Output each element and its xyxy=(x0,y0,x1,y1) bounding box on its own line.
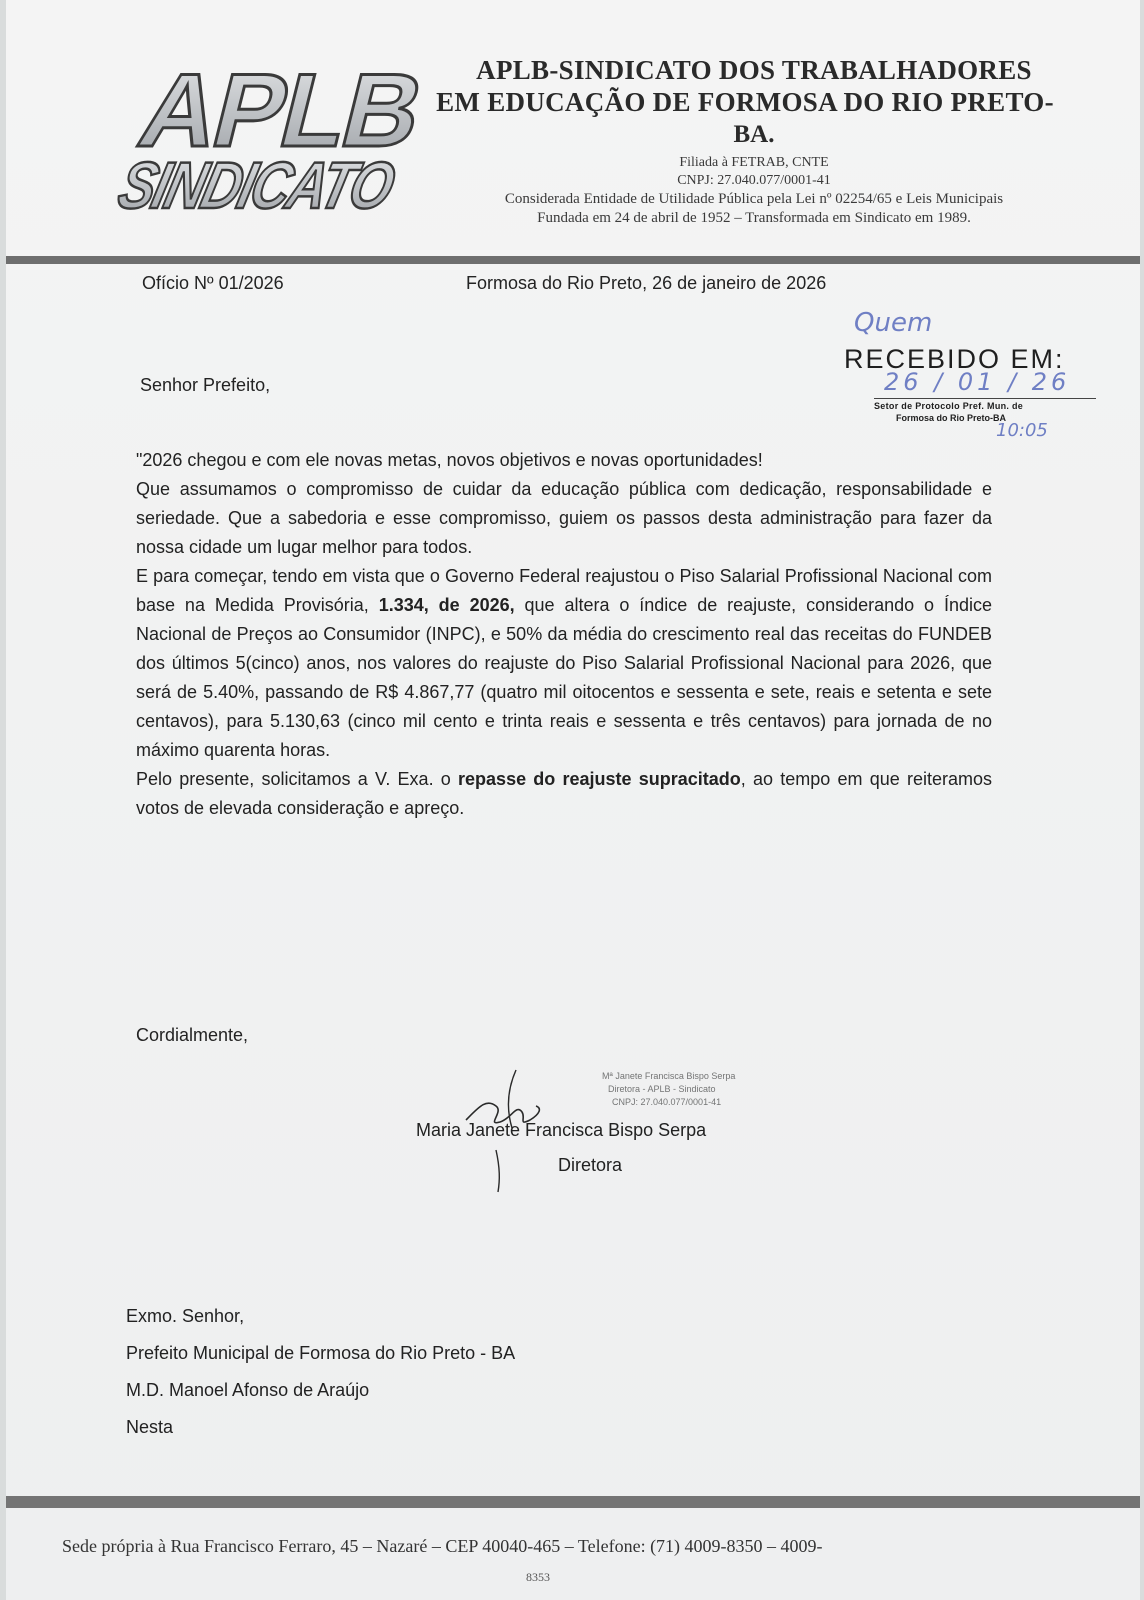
cnpj: CNPJ: 27.040.077/0001-41 xyxy=(677,173,831,188)
footer-address: Sede própria à Rua Francisco Ferraro, 45 – Nazaré – CEP 40040-465 – Telefone: (71) 4009-8350 – 4009- xyxy=(62,1536,823,1556)
footer-divider xyxy=(6,1496,1140,1508)
letter-body xyxy=(136,446,992,823)
paragraph-3-part-a: E para começar, tendo em vista que o Governo Federal reajustou o Piso Salarial Profissional Nacional com base na Medida Provisória, xyxy=(136,566,992,615)
org-name-line2: EM EDUCAÇÃO DE FORMOSA DO RIO PRETO- xyxy=(436,87,1054,117)
recipient-line4: Nesta xyxy=(126,1417,174,1437)
aplb-sindicato-logo xyxy=(111,44,460,224)
received-sector-line2: Formosa do Rio Preto-BA xyxy=(896,413,1007,423)
signature-stamp-line1: Mª Janete Francisca Bispo Serpa xyxy=(602,1071,736,1081)
paragraph-4-part-a: Pelo presente, solicitamos a V. Exa. o xyxy=(136,769,459,789)
founded: Fundada em 24 de abril de 1952 – Transformada em Sindicato em 1989. xyxy=(537,210,971,226)
recipient-line2: Prefeito Municipal de Formosa do Rio Preto - BA xyxy=(126,1343,516,1363)
stamp-underline xyxy=(874,398,1096,399)
received-sector-line1: Setor de Protocolo Pref. Mun. de xyxy=(874,401,1024,411)
header-divider xyxy=(6,256,1140,264)
letterhead xyxy=(414,54,1094,228)
received-stamp xyxy=(844,308,1104,456)
org-name-line3: BA. xyxy=(733,121,775,148)
salutation: Senhor Prefeito, xyxy=(140,375,271,395)
paragraph-4-part-b: , ao tempo em que reiteramos votos de elevada consideração e apreço. xyxy=(136,769,992,818)
paragraph-3 xyxy=(136,562,992,765)
recipient-line3: M.D. Manoel Afonso de Araújo xyxy=(126,1380,370,1400)
footer-address-continued: 8353 xyxy=(526,1570,550,1584)
letter-page xyxy=(6,0,1140,1600)
paragraph-4 xyxy=(136,765,992,823)
paragraph-3-bold: 1.334, de 2026, xyxy=(378,595,515,615)
received-handwritten-time: 10:05 xyxy=(996,420,1048,441)
signature-block xyxy=(416,1120,796,1176)
closing: Cordialmente, xyxy=(136,1025,249,1045)
public-utility: Considerada Entidade de Utilidade Pública pela Lei nº 02254/65 e Leis Municipais xyxy=(504,191,1004,207)
paragraph-3-part-b: que altera o índice de reajuste, considerando o Índice Nacional de Preços ao Consumidor (INPC), e 50% da média do crescimento real das receitas do FUNDEB dos últimos 5(cinco) anos, nos valores do reajuste do Piso Salarial Profissional Nacional para 2026, que será de 5.40%, passando de R$ 4.867,77 (quatro mil oitocentos e sessenta e sete, reais e setenta e sete centavos), para 5.130,63 (cinco mil cento e trinta reais e sessenta e três centavos) para jornada de no máximo quarenta horas. xyxy=(136,595,992,760)
org-name-line1: APLB-SINDICATO DOS TRABALHADORES xyxy=(476,55,1032,85)
affiliation: Filiada à FETRAB, CNTE xyxy=(679,155,829,170)
received-label: RECEBIDO EM: xyxy=(844,344,1065,374)
received-handwritten-name: Quem xyxy=(854,308,933,338)
signature-stamp-line2: Diretora - APLB - Sindicato xyxy=(608,1084,716,1094)
signature-stamp-line3: CNPJ: 27.040.077/0001-41 xyxy=(612,1097,722,1107)
paragraph-1: "2026 chegou e com ele novas metas, novos objetivos e novas oportunidades! xyxy=(136,450,763,470)
office-number: Ofício Nº 01/2026 xyxy=(142,273,284,293)
paragraph-4-bold: repasse do reajuste supracitado xyxy=(458,769,741,789)
place-date: Formosa do Rio Preto, 26 de janeiro de 2026 xyxy=(466,273,827,293)
signer-name: Maria Janete Francisca Bispo Serpa xyxy=(416,1120,707,1140)
recipient-line1: Exmo. Senhor, xyxy=(126,1306,245,1326)
logo-text-sindicato: SINDICATO xyxy=(111,148,460,223)
recipient-block xyxy=(126,1298,515,1446)
logo-text-aplb: APLB xyxy=(128,52,433,169)
received-handwritten-date: 26 / 01 / 26 xyxy=(884,368,1071,396)
signer-role: Diretora xyxy=(558,1155,623,1175)
paragraph-2: Que assumamos o compromisso de cuidar da educação pública com dedicação, responsabilidade e seriedade. Que a sabedoria e esse compromisso, guiem os passos desta administração para fazer da nossa cidade um lugar melhor para todos. xyxy=(136,479,992,557)
